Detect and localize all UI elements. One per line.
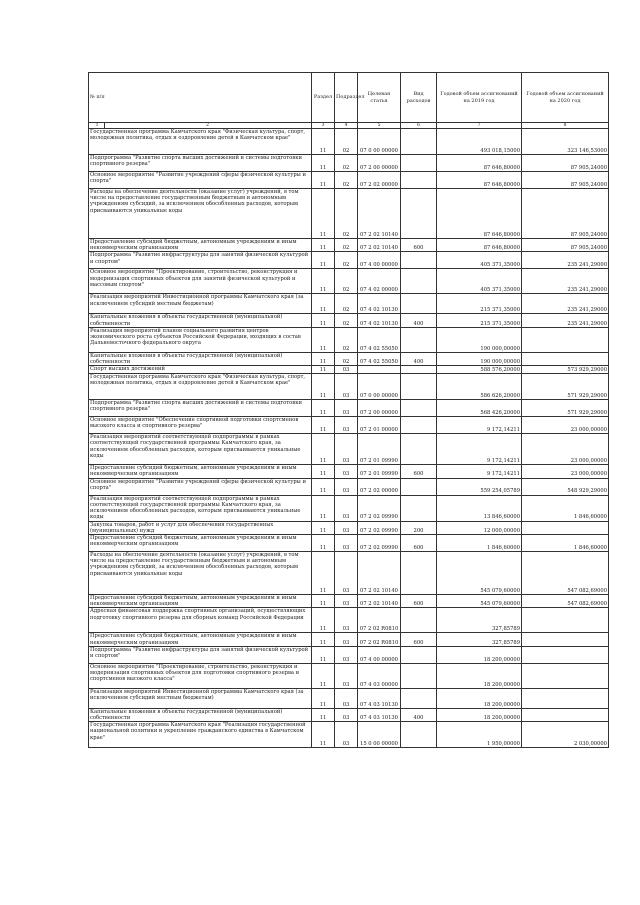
row-amount-2019: 9 172,14211: [437, 434, 522, 465]
header-target: Целевая статья: [358, 73, 401, 123]
budget-table: [88, 72, 609, 748]
row-name: Основное мероприятие "Обеспечение спортивной подготовки спортсменов высокого класса и спортивного резерва": [89, 417, 312, 434]
row-amount-2019: 215 371,35000: [437, 294, 522, 314]
row-target-code: 07 2 02 R0810: [358, 608, 401, 633]
table-row: [89, 314, 609, 327]
row-amount-2020: 1 846,60000: [522, 535, 609, 552]
row-expense-type: [401, 434, 437, 465]
row-amount-2019: 586 626,20000: [437, 374, 522, 400]
row-amount-2020: 87 905,24000: [522, 189, 609, 239]
table-row: [89, 327, 609, 352]
row-section: 11: [312, 708, 335, 721]
row-target-code: 07 2 02 10140: [358, 189, 401, 239]
row-amount-2019: 1 950,00000: [437, 722, 522, 748]
row-name: Капитальные вложения в объекты государственной (муниципальной) собственности: [89, 314, 312, 327]
row-name: Подпрограмма "Развитие инфраструктуры для занятий физической культурой и спортом": [89, 252, 312, 269]
row-target-code: 07 2 02 10140: [358, 595, 401, 608]
row-name: Предоставление субсидий бюджетным, автономным учреждениям и иным некоммерческим организациям: [89, 239, 312, 252]
row-amount-2019: 190 000,00000: [437, 352, 522, 365]
row-subsection: 03: [335, 366, 358, 374]
row-section: 11: [312, 327, 335, 352]
column-number: 8: [522, 123, 609, 129]
row-amount-2020: 547 082,69000: [522, 552, 609, 595]
row-name: Реализация мероприятий соответствующей подпрограммы в рамках соответствующей государственной программы Камчатского края, за исключением обособленных расходов, которым присваиваются уникальные коды: [89, 434, 312, 465]
row-section: 11: [312, 646, 335, 663]
row-target-code: 07 4 00 00000: [358, 646, 401, 663]
row-expense-type: 200: [401, 521, 437, 534]
row-subsection: 03: [335, 417, 358, 434]
table-row: [89, 155, 609, 172]
row-expense-type: [401, 155, 437, 172]
row-subsection: 03: [335, 465, 358, 478]
row-subsection: 03: [335, 521, 358, 534]
budget-table-sheet: [88, 72, 608, 748]
row-amount-2020: 87 905,24000: [522, 155, 609, 172]
row-expense-type: 600: [401, 239, 437, 252]
row-amount-2019: 493 018,15000: [437, 129, 522, 155]
row-section: 11: [312, 722, 335, 748]
row-target-code: 07 4 02 55050: [358, 327, 401, 352]
row-subsection: 03: [335, 478, 358, 495]
table-row: [89, 708, 609, 721]
row-amount-2020: 87 905,24000: [522, 172, 609, 189]
row-name: Государственная программа Камчатского края "Физическая культура, спорт, молодежная политика, отдых и оздоровление детей в Камчатском крае": [89, 129, 312, 155]
row-amount-2019: 327,85789: [437, 608, 522, 633]
row-target-code: 07 4 03 00000: [358, 663, 401, 688]
row-name: Государственная программа Камчатского края "Реализация государственной национальной политики и укрепление гражданского единства в Камчатском крае": [89, 722, 312, 748]
row-amount-2019: 405 371,35000: [437, 252, 522, 269]
header-vol-2019: Годовой объем ассигнований на 2019 год: [437, 73, 522, 123]
table-row: [89, 269, 609, 294]
row-expense-type: [401, 646, 437, 663]
row-amount-2019: 87 646,80000: [437, 172, 522, 189]
table-header-row: [89, 73, 609, 123]
table-row: [89, 633, 609, 646]
row-name: Расходы на обеспечение деятельности (оказание услуг) учреждений, в том числе на предоставление государственным бюджетным и автономным учреждениям субсидий, за исключением обособленных расходов, которым присваиваются уникальные коды: [89, 552, 312, 595]
row-expense-type: [401, 294, 437, 314]
row-expense-type: [401, 417, 437, 434]
row-section: 11: [312, 608, 335, 633]
row-subsection: 03: [335, 595, 358, 608]
row-target-code: 07 2 01 09990: [358, 434, 401, 465]
row-target-code: 15 0 00 00000: [358, 722, 401, 748]
row-target-code: 07 0 00 00000: [358, 129, 401, 155]
row-expense-type: [401, 252, 437, 269]
column-number: 4: [335, 123, 358, 129]
row-subsection: 03: [335, 535, 358, 552]
table-row: [89, 189, 609, 239]
row-amount-2020: 235 241,29000: [522, 252, 609, 269]
row-expense-type: [401, 172, 437, 189]
row-section: 11: [312, 314, 335, 327]
row-amount-2019: 18 200,00000: [437, 663, 522, 688]
row-amount-2020: 571 929,29000: [522, 374, 609, 400]
row-section: 11: [312, 633, 335, 646]
row-section: 11: [312, 478, 335, 495]
row-amount-2019: 545 079,60000: [437, 595, 522, 608]
header-subsection: Подраздел: [335, 73, 358, 123]
table-row: [89, 294, 609, 314]
row-target-code: 07 4 02 10130: [358, 294, 401, 314]
row-target-code: 07 2 01 09990: [358, 465, 401, 478]
row-target-code: 07 0 00 00000: [358, 374, 401, 400]
row-section: 11: [312, 552, 335, 595]
row-target-code: 07 2 02 09990: [358, 521, 401, 534]
row-amount-2020: 87 905,24000: [522, 239, 609, 252]
table-row: [89, 400, 609, 417]
row-amount-2020: 323 146,53000: [522, 129, 609, 155]
row-expense-type: 600: [401, 633, 437, 646]
row-expense-type: [401, 269, 437, 294]
row-amount-2019: 327,85789: [437, 633, 522, 646]
row-section: 11: [312, 521, 335, 534]
row-section: 11: [312, 189, 335, 239]
row-name: Предоставление субсидий бюджетным, автономным учреждениям и иным некоммерческим организациям: [89, 595, 312, 608]
row-name: Адресная финансовая поддержка спортивных организаций, осуществляющих подготовку спортивного резерва для сборных команд Российской Федерации: [89, 608, 312, 633]
row-amount-2020: [522, 663, 609, 688]
table-body: [89, 129, 609, 748]
row-amount-2019: 87 646,80000: [437, 155, 522, 172]
row-amount-2020: [522, 688, 609, 708]
row-name: Основное мероприятие "Проектирование, строительство, реконструкция и модернизация спортивных объектов для занятий физической культурой и массовым спортом": [89, 269, 312, 294]
row-section: 11: [312, 417, 335, 434]
row-target-code: 07 2 02 10140: [358, 239, 401, 252]
row-amount-2019: 13 846,60000: [437, 495, 522, 521]
row-section: 11: [312, 495, 335, 521]
table-row: [89, 239, 609, 252]
table-row: [89, 434, 609, 465]
table-row: [89, 608, 609, 633]
row-amount-2019: 18 200,00000: [437, 646, 522, 663]
row-amount-2019: 215 371,35000: [437, 314, 522, 327]
row-name: Реализация мероприятий Инвестиционной программы Камчатского края (за исключением субсидий местным бюджетам): [89, 294, 312, 314]
row-target-code: 07 2 02 09990: [358, 535, 401, 552]
row-subsection: 03: [335, 400, 358, 417]
row-amount-2020: [522, 646, 609, 663]
row-expense-type: [401, 495, 437, 521]
row-target-code: 07 2 02 00000: [358, 172, 401, 189]
row-expense-type: [401, 374, 437, 400]
row-expense-type: [401, 478, 437, 495]
row-subsection: 02: [335, 239, 358, 252]
row-amount-2020: [522, 521, 609, 534]
row-amount-2019: 568 426,20000: [437, 400, 522, 417]
row-amount-2019: 190 000,00000: [437, 327, 522, 352]
row-subsection: 03: [335, 663, 358, 688]
row-amount-2019: 12 000,00000: [437, 521, 522, 534]
row-name: Закупка товаров, работ и услуг для обеспечения государственных (муниципальных) нужд: [89, 521, 312, 534]
row-name: Реализация мероприятий соответствующей подпрограммы в рамках соответствующей государственной программы Камчатского края, за исключением обособленных расходов, которым присваиваются уникальные коды: [89, 495, 312, 521]
row-expense-type: [401, 663, 437, 688]
row-amount-2020: 235 241,29000: [522, 294, 609, 314]
row-expense-type: [401, 552, 437, 595]
table-row: [89, 417, 609, 434]
row-expense-type: [401, 400, 437, 417]
row-name: Подпрограмма "Развитие инфраструктуры для занятий физической культурой и спортом": [89, 646, 312, 663]
row-section: 11: [312, 129, 335, 155]
row-subsection: 03: [335, 608, 358, 633]
row-amount-2019: 87 646,80000: [437, 189, 522, 239]
row-section: 11: [312, 434, 335, 465]
row-subsection: 02: [335, 189, 358, 239]
row-expense-type: 400: [401, 352, 437, 365]
row-name: Реализация мероприятий Инвестиционной программы Камчатского края (за исключением субсидий местным бюджетам): [89, 688, 312, 708]
row-target-code: 07 4 02 00000: [358, 269, 401, 294]
table-row: [89, 352, 609, 365]
table-row: [89, 129, 609, 155]
row-subsection: 02: [335, 155, 358, 172]
row-subsection: 03: [335, 495, 358, 521]
table-row: [89, 663, 609, 688]
column-number: 7: [437, 123, 522, 129]
row-subsection: 02: [335, 327, 358, 352]
row-name: Спорт высших достижений: [89, 366, 312, 374]
table-row: [89, 172, 609, 189]
row-subsection: 03: [335, 646, 358, 663]
row-subsection: 03: [335, 708, 358, 721]
row-section: 11: [312, 294, 335, 314]
row-target-code: 07 2 00 00000: [358, 400, 401, 417]
row-name: Основное мероприятие "Развитие учреждений сферы физической культуры и спорта": [89, 478, 312, 495]
row-amount-2020: 235 241,29000: [522, 314, 609, 327]
row-amount-2020: 571 929,29000: [522, 400, 609, 417]
row-target-code: [358, 366, 401, 374]
row-amount-2019: 9 172,14211: [437, 465, 522, 478]
row-amount-2019: 87 646,80000: [437, 239, 522, 252]
table-row: [89, 521, 609, 534]
row-expense-type: 400: [401, 708, 437, 721]
row-expense-type: [401, 327, 437, 352]
table-row: [89, 252, 609, 269]
table-row: [89, 478, 609, 495]
row-amount-2020: 23 000,00000: [522, 465, 609, 478]
row-name: Предоставление субсидий бюджетным, автономным учреждениям и иным некоммерческим организациям: [89, 633, 312, 646]
row-name: Подпрограмма "Развитие спорта высших достижений и системы подготовки спортивного резерва": [89, 155, 312, 172]
row-section: 11: [312, 366, 335, 374]
row-target-code: 07 4 02 55050: [358, 352, 401, 365]
row-subsection: 03: [335, 374, 358, 400]
header-vol-2020: Годовой объем ассигнований на 2020 год: [522, 73, 609, 123]
row-amount-2020: [522, 352, 609, 365]
row-section: 11: [312, 172, 335, 189]
row-section: 11: [312, 239, 335, 252]
row-name: Подпрограмма "Развитие спорта высших достижений и системы подготовки спортивного резерва": [89, 400, 312, 417]
row-section: 11: [312, 352, 335, 365]
table-row: [89, 465, 609, 478]
row-target-code: 07 4 02 10130: [358, 314, 401, 327]
table-row: [89, 688, 609, 708]
table-row: [89, 374, 609, 400]
row-subsection: 02: [335, 314, 358, 327]
row-section: 11: [312, 595, 335, 608]
row-name: Предоставление субсидий бюджетным, автономным учреждениям и иным некоммерческим организациям: [89, 535, 312, 552]
row-expense-type: [401, 688, 437, 708]
table-row: [89, 535, 609, 552]
row-amount-2019: 18 200,00000: [437, 708, 522, 721]
row-expense-type: [401, 608, 437, 633]
row-name: Реализация мероприятий планов социального развития центров экономического роста субъектов Российской Федерации, входящих в состав Дальневосточного федерального округа: [89, 327, 312, 352]
row-subsection: 03: [335, 552, 358, 595]
row-target-code: 07 2 02 10140: [358, 552, 401, 595]
row-section: 11: [312, 535, 335, 552]
row-subsection: 02: [335, 252, 358, 269]
row-name: Основное мероприятие "Развитие учреждений сферы физической культуры и спорта": [89, 172, 312, 189]
column-number: 2: [206, 123, 209, 128]
row-expense-type: [401, 722, 437, 748]
row-amount-2020: 547 082,69000: [522, 595, 609, 608]
row-target-code: 07 4 03 10130: [358, 708, 401, 721]
row-target-code: 07 2 01 00000: [358, 417, 401, 434]
row-section: 11: [312, 663, 335, 688]
row-amount-2020: 235 241,29000: [522, 269, 609, 294]
row-target-code: 07 4 00 00000: [358, 252, 401, 269]
column-number: 3: [312, 123, 335, 129]
row-expense-type: 400: [401, 314, 437, 327]
row-section: 11: [312, 400, 335, 417]
row-amount-2019: 545 079,60000: [437, 552, 522, 595]
row-expense-type: [401, 129, 437, 155]
row-expense-type: 600: [401, 595, 437, 608]
row-subsection: 03: [335, 722, 358, 748]
table-row: [89, 722, 609, 748]
row-amount-2020: 1 846,60000: [522, 495, 609, 521]
row-amount-2019: 559 254,05789: [437, 478, 522, 495]
row-target-code: 07 2 02 09990: [358, 495, 401, 521]
row-subsection: 02: [335, 269, 358, 294]
row-expense-type: 600: [401, 535, 437, 552]
table-row: [89, 552, 609, 595]
row-amount-2020: [522, 633, 609, 646]
row-amount-2020: 23 000,00000: [522, 417, 609, 434]
row-section: 11: [312, 465, 335, 478]
table-row: [89, 646, 609, 663]
row-amount-2019: 588 576,20000: [437, 366, 522, 374]
row-name: Капитальные вложения в объекты государственной (муниципальной) собственности: [89, 352, 312, 365]
row-subsection: 02: [335, 294, 358, 314]
table-row: [89, 595, 609, 608]
row-amount-2019: 405 371,35000: [437, 269, 522, 294]
row-target-code: 07 2 00 00000: [358, 155, 401, 172]
row-subsection: 03: [335, 633, 358, 646]
row-target-code: 07 2 02 00000: [358, 478, 401, 495]
row-subsection: 03: [335, 434, 358, 465]
row-name: Капитальные вложения в объекты государственной (муниципальной) собственности: [89, 708, 312, 721]
row-amount-2019: 1 846,60000: [437, 535, 522, 552]
row-amount-2020: 548 929,29000: [522, 478, 609, 495]
row-amount-2019: 9 172,14211: [437, 417, 522, 434]
row-name: Государственная программа Камчатского края "Физическая культура, спорт, молодежная политика, отдых и оздоровление детей в Камчатском крае": [89, 374, 312, 400]
row-section: 11: [312, 155, 335, 172]
row-name: Предоставление субсидий бюджетным, автономным учреждениям и иным некоммерческим организациям: [89, 465, 312, 478]
row-section: 11: [312, 269, 335, 294]
row-amount-2020: 573 929,29000: [522, 366, 609, 374]
table-row: [89, 495, 609, 521]
row-section: 11: [312, 374, 335, 400]
column-number: 6: [401, 123, 437, 129]
row-amount-2020: [522, 708, 609, 721]
row-target-code: 07 2 02 R0810: [358, 633, 401, 646]
row-expense-type: 600: [401, 465, 437, 478]
row-subsection: 02: [335, 172, 358, 189]
row-target-code: 07 4 03 10130: [358, 688, 401, 708]
header-section: Раздел: [312, 73, 335, 123]
row-amount-2020: 2 030,00000: [522, 722, 609, 748]
header-name: № п/п: [89, 73, 312, 123]
row-section: 11: [312, 688, 335, 708]
row-amount-2020: 23 000,00000: [522, 434, 609, 465]
row-name: Расходы на обеспечение деятельности (оказание услуг) учреждений, в том числе на предоставление государственным бюджетным и автономным учреждениям субсидий, за исключением обособленных расходов, которым присваиваются уникальные коды: [89, 189, 312, 239]
row-subsection: 03: [335, 688, 358, 708]
column-number: 1: [90, 123, 105, 128]
column-number: 5: [358, 123, 401, 129]
row-section: 11: [312, 252, 335, 269]
row-subsection: 02: [335, 129, 358, 155]
table-row: [89, 366, 609, 374]
row-name: Основное мероприятие "Проектирование, строительство, реконструкция и модернизация спортивных объектов для подготовки спортивного резерва и спортсменов высокого класса": [89, 663, 312, 688]
row-amount-2019: 18 200,00000: [437, 688, 522, 708]
header-exp-type: Вид расходов: [401, 73, 437, 123]
row-expense-type: [401, 189, 437, 239]
row-amount-2020: [522, 608, 609, 633]
row-expense-type: [401, 366, 437, 374]
row-amount-2020: [522, 327, 609, 352]
row-subsection: 02: [335, 352, 358, 365]
